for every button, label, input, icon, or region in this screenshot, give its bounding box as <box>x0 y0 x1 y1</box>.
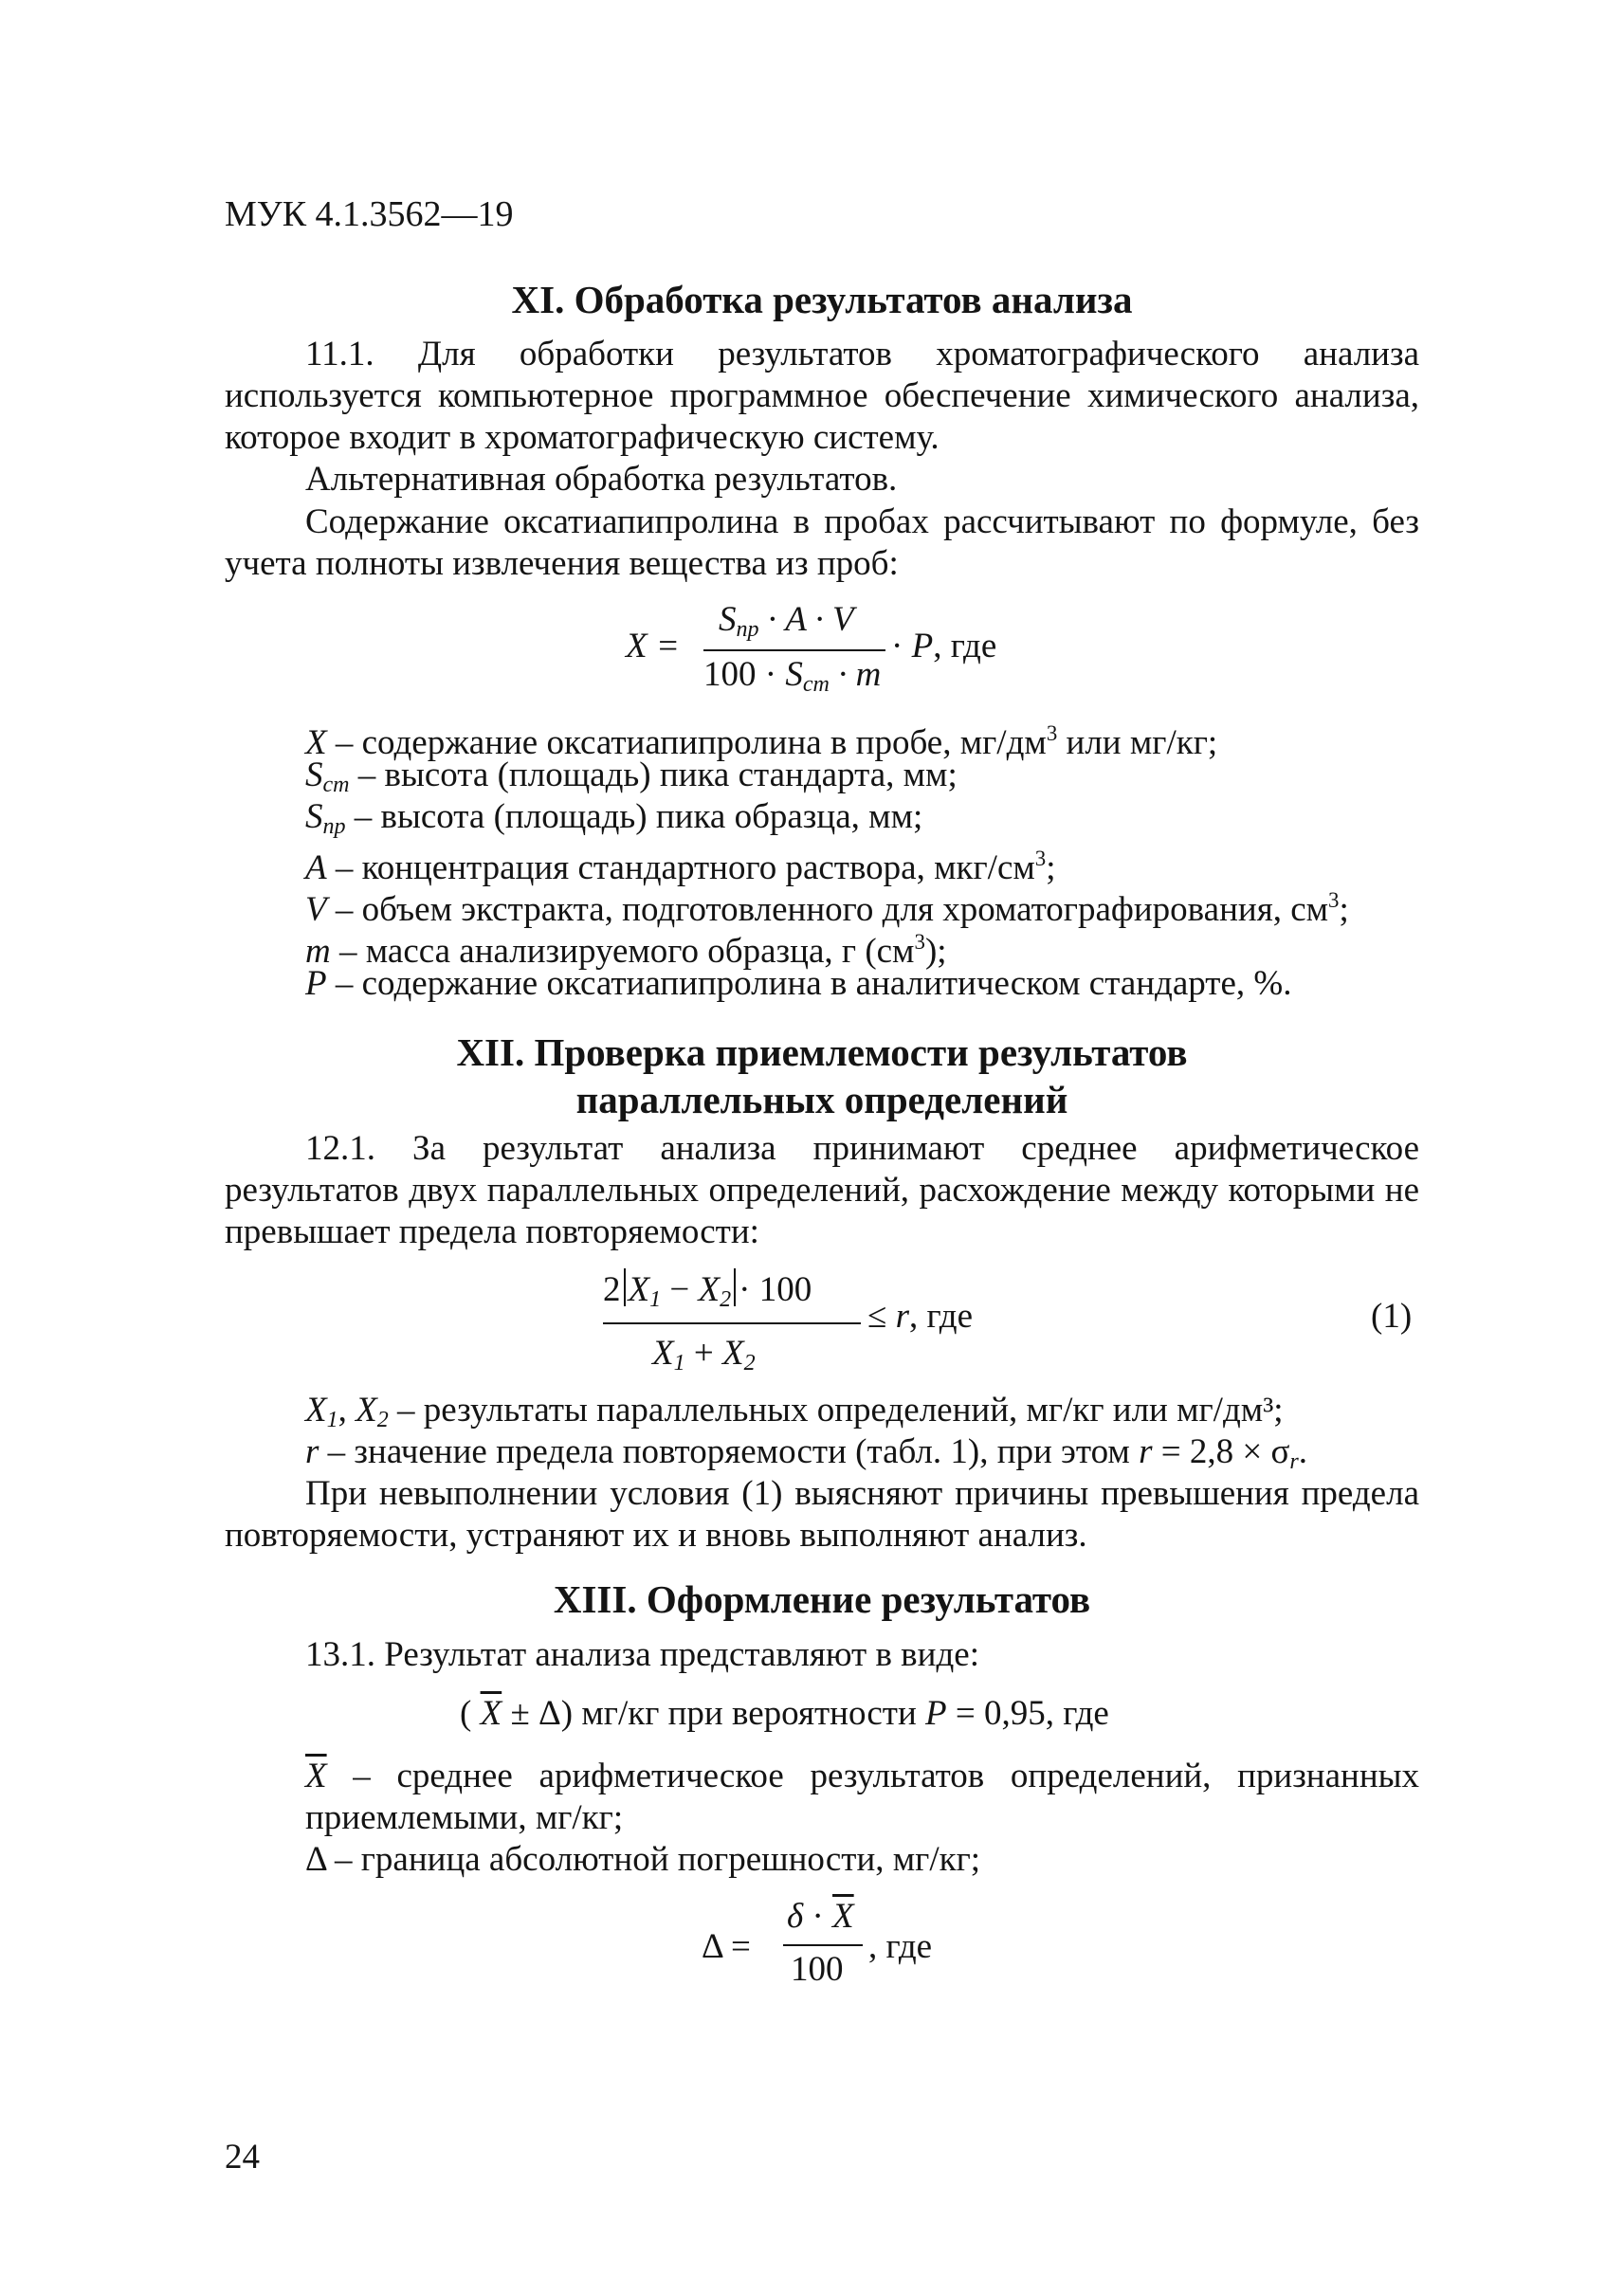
def-m: m – масса анализируемого образца, г $(см^3)$; <box>305 930 947 971</box>
probability-text: = 0,95, где <box>955 1694 1109 1733</box>
section-12-title-line-1: XII. Проверка приемлемости результатов <box>456 1030 1188 1074</box>
def-x: X – содержание оксатиапипролина в пробе, $мг/дм^3$ или мг/кг; <box>305 721 1218 762</box>
section-12-paragraph-2: При невыполнении условия (1) выясняют причины превышения предела повторяемости, устраняют их и вновь выполняют анализ. <box>225 1474 1419 1555</box>
section-11-paragraph-3: Содержание оксатиапипролина в пробах рассчитывают по формуле, без учета полноты извлечения вещества из проб: <box>225 502 1419 583</box>
def-x1-x2: X1, X2 – результаты параллельных определений, мг/кг или мг/дм³; <box>305 1391 1284 1432</box>
section-12-paragraph-1: 12.1. За результат анализа принимают среднее арифметическое результатов двух параллельных определений, расхождение между которыми не превышает предела повторяемости: <box>225 1129 1419 1251</box>
section-11-paragraph-2: Альтернативная обработка результатов. <box>305 460 898 499</box>
formula-repeatability-where: , где <box>908 1297 974 1336</box>
def-p: P – содержание оксатиапипролина в аналитическом стандарте, %. <box>305 964 1292 1003</box>
def-delta: Δ – граница абсолютной погрешности, мг/кг; <box>305 1840 981 1879</box>
formula-content-where: , где <box>933 627 997 665</box>
def-s-np: Sпр – высота (площадь) пика образца, мм; <box>305 797 923 839</box>
section-13-paragraph-1: 13.1. Результат анализа представляют в виде: <box>305 1635 979 1674</box>
def-v: V – объем экстракта, подготовленного для хроматографирования, $см^3$; <box>305 888 1349 929</box>
equation-number: (1) <box>1371 1297 1413 1336</box>
result-expression: ( $\overline{X} \pm \Delta$) мг/кг при вероятности P = 0,95, где <box>460 1694 1109 1733</box>
def-x-mean: $\overline{X}$ – среднее арифметическое результатов определений, признанных приемлемыми, мг/кг; <box>305 1757 1419 1837</box>
section-11-paragraph-1: 11.1. Для обработки результатов хроматографического анализа используется компьютерное программное обеспечение химического анализа, которое входит в хроматографическую систему. <box>225 335 1419 457</box>
section-13-title: XIII. Оформление результатов <box>553 1577 1091 1621</box>
def-a: A – концентрация стандартного раствора, мкг/$см^3$; <box>305 847 1056 887</box>
def-x1-x2-text: – результаты параллельных определений, мг/кг или мг/дм³; <box>397 1391 1284 1430</box>
def-r-text: – значение предела повторяемости (табл. 1), при этом <box>327 1432 1130 1471</box>
document-page: МУК 4.1.3562—19 XI. Обработка результатов анализа 11.1. Для обработки результатов хроматографического анализа используется компьютерное программное обеспечение химического анализа, которое входит в хроматографическую систему. Альтернативная обработка результатов. Содержание оксатиапипролина в пробах рассчитывают по формуле, без учета полноты извлечения вещества из проб: X = Sпр · A · V 100 · Scm · m · P, где X – содержание оксатиапипролина в пробе, $мг/дм^3$ или мг/кг; Scm – высота (площадь) пика стандарта, мм; Sпр – высота (площадь) пика образца, мм; A – концентрация стандартного раствора, мкг/$см^3$; V – объем экстракта, подготовленного для хроматографирования, $см^3$; m – масса анализируемого образца, г $(см^3)$; P – содержание оксатиапипролина в аналитическом стандарте, %. XII. Проверка приемлемости результатов параллельных определений 12.1. За результат анализа принимают среднее арифметическое результатов двух параллельных определений, расхождение между которыми не превышает предела повторяемости: 2 X1 − X2 · 100 X1 + X2 ≤ r, где (1) X1, X2 – результаты параллельных определений, мг/кг или мг/дм³; r – значение предела повторяемости (табл. 1), при этом r = 2,8 × σr. При невыполнении условия (1) выясняют причины превышения предела повторяемости, устраняют их и вновь выполняют анализ. XIII. Оформление результатов 13.1. Результат анализа представляют в виде: ( $\overline{X} \pm \Delta$) мг/кг при вероятности P = 0,95, где $\overline{X}$ – среднее арифметическое результатов определений, признанных приемлемыми, мг/кг; Δ – граница абсолютной погрешности, мг/кг; Δ = $\delta \cdot \overline{X}$ 100 , где 24 <box>225 194 1419 2177</box>
formula-delta-where: , где <box>868 1927 933 1966</box>
def-r: r – значение предела повторяемости (табл. 1), при этом r = 2,8 × σr. <box>305 1432 1308 1474</box>
section-12-title-line-2: параллельных определений <box>575 1078 1068 1121</box>
section-11-title: XI. Обработка результатов анализа <box>511 278 1133 321</box>
def-x-mean-text: – среднее арифметическое результатов определений, признанных приемлемыми, мг/кг; <box>305 1757 1419 1837</box>
def-s-cm: Scm – высота (площадь) пика стандарта, мм; <box>305 756 958 797</box>
section-12-title <box>225 1029 1419 1123</box>
result-expression-text: ± Δ) мг/кг при вероятности <box>510 1694 917 1733</box>
def-r-eq: = 2,8 × σ <box>1160 1432 1290 1471</box>
formula-delta-denominator: 100 <box>791 1950 844 1989</box>
document-header: МУК 4.1.3562—19 <box>225 194 514 234</box>
page-number: 24 <box>225 2138 260 2177</box>
